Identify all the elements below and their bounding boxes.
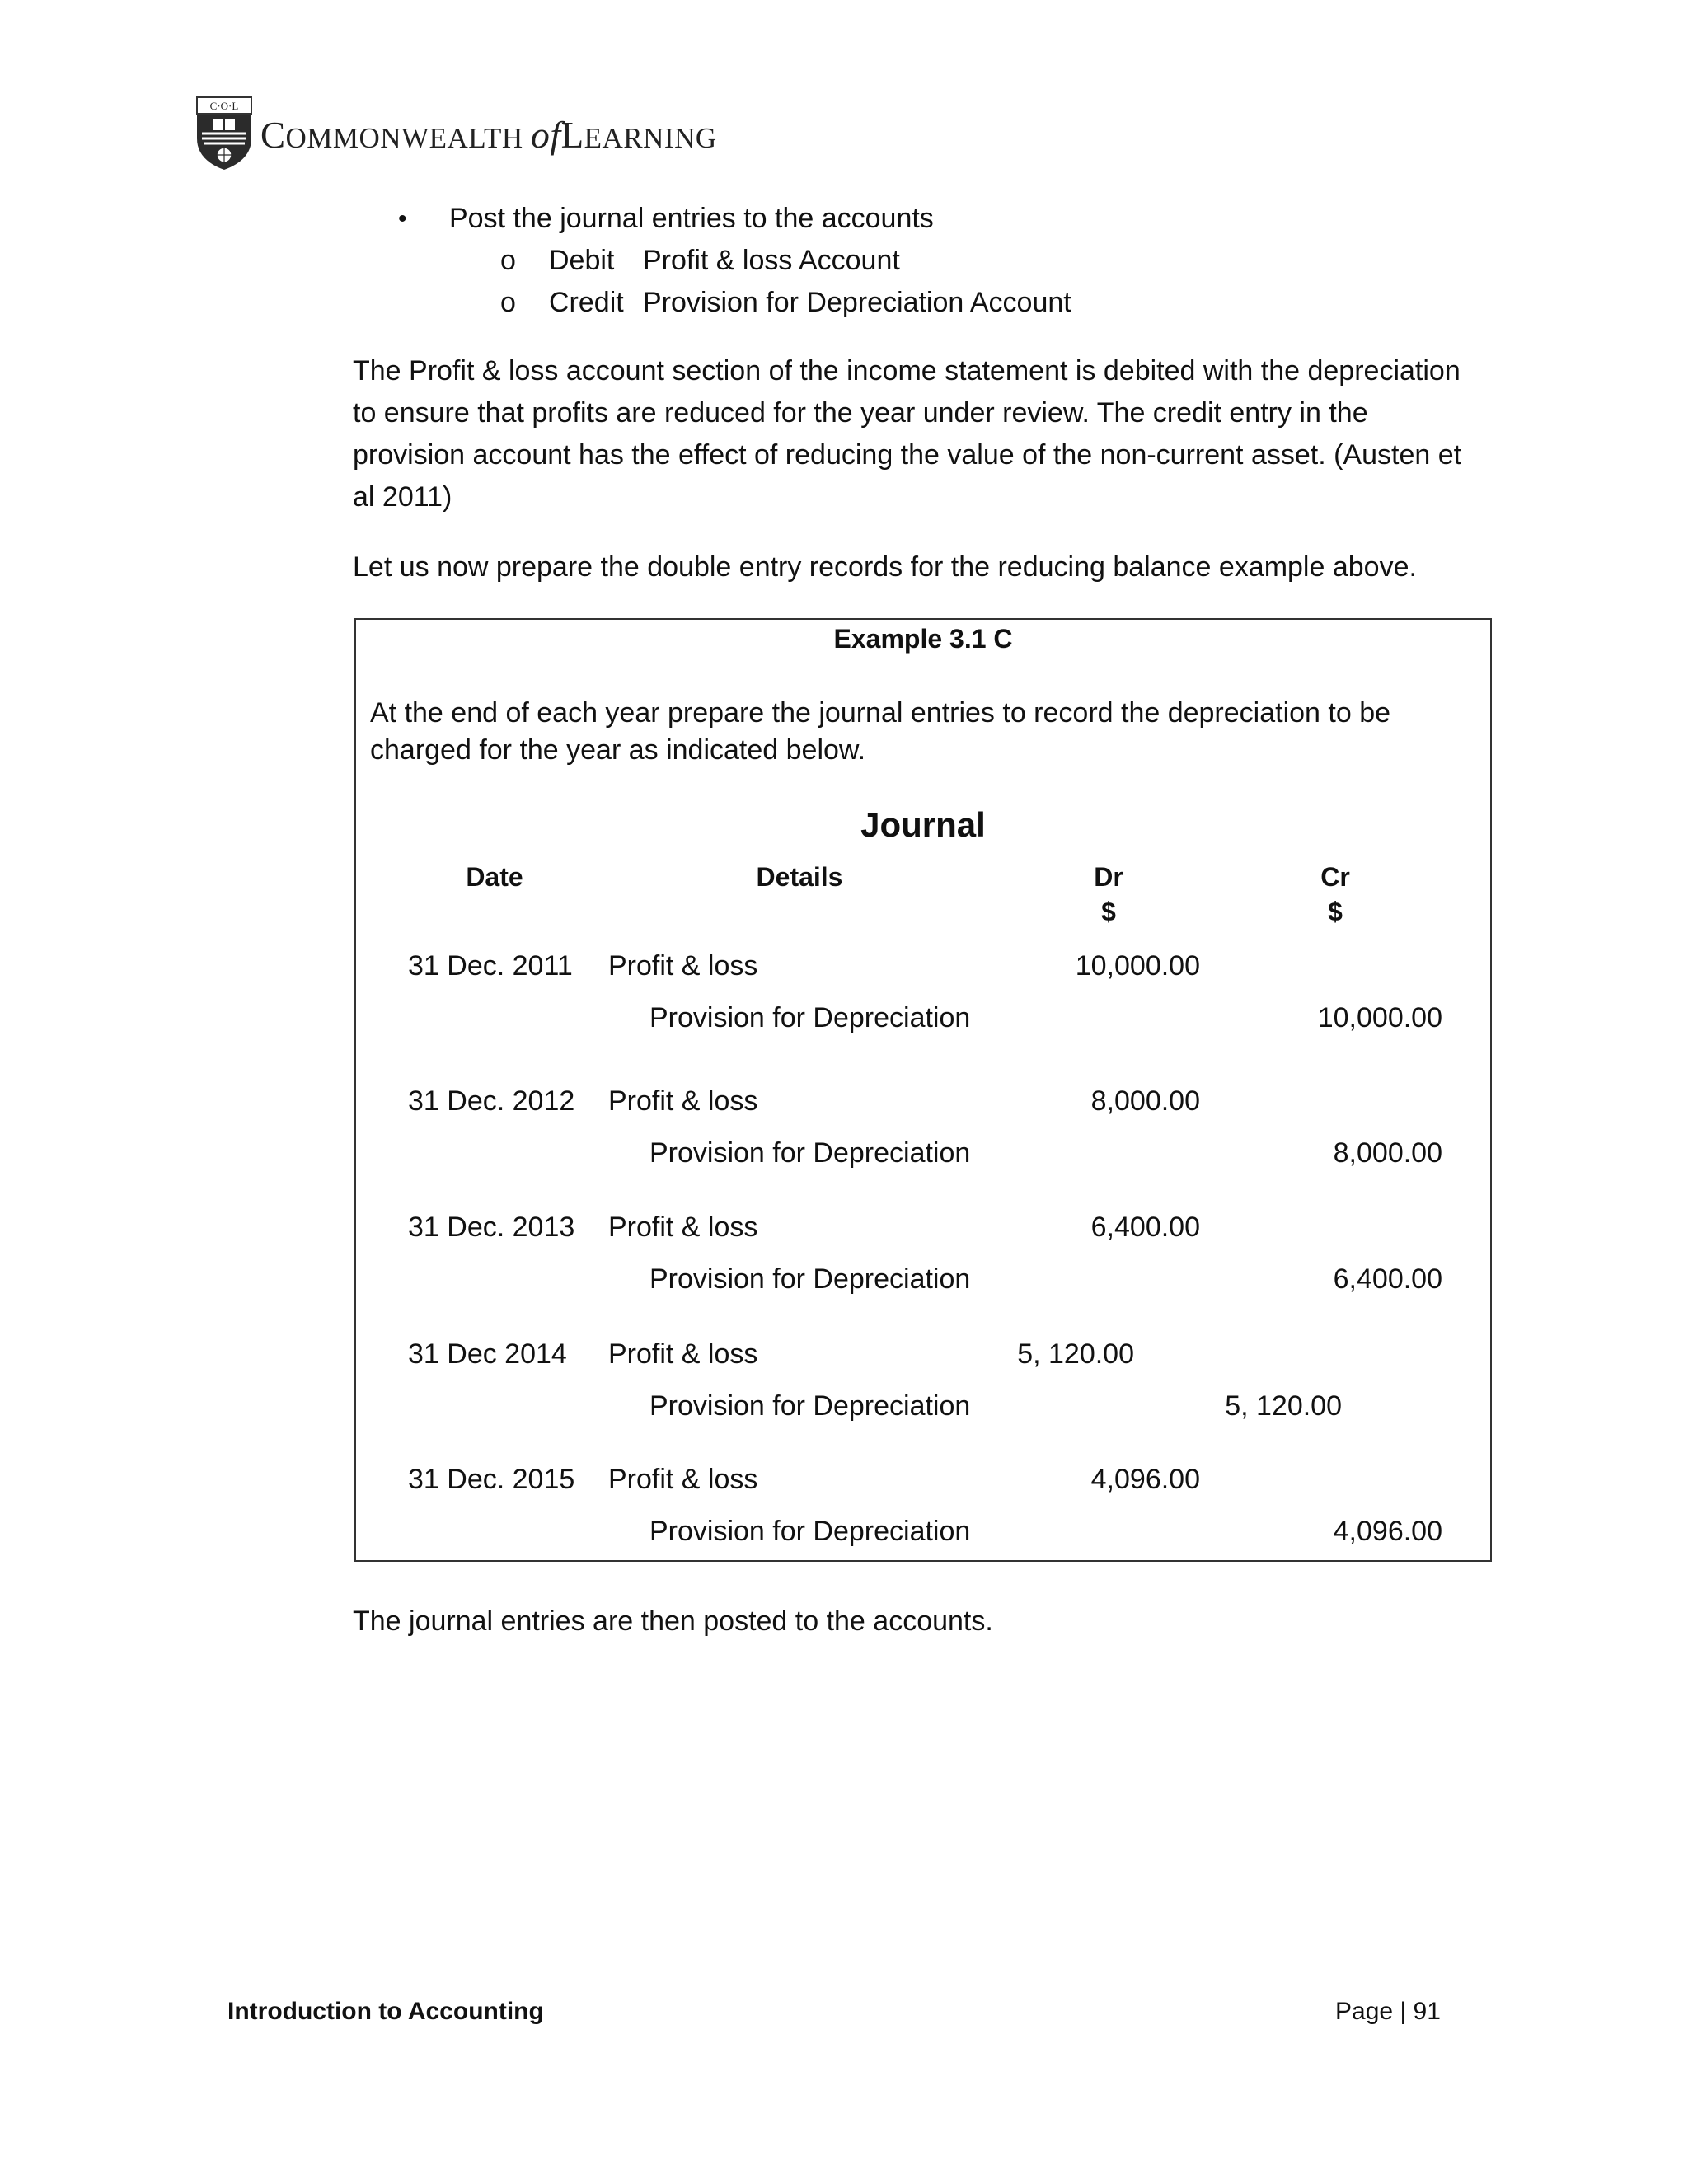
logo-word-learning: EARNING (584, 122, 717, 154)
logo-letter-l: L (560, 115, 584, 156)
journal-cr-amount: 10,000.00 (1317, 1002, 1442, 1033)
sub-bullet-symbol: o (500, 245, 516, 276)
sub-bullet-label-debit: Debit (549, 245, 615, 276)
example-title: Example 3.1 C (833, 624, 1013, 654)
sub-bullet-label-credit: Credit (549, 287, 624, 318)
paragraph-posting: The journal entries are then posted to the accounts. (353, 1605, 993, 1637)
paragraph-reducing-balance: Let us now prepare the double entry records for the reducing balance example above. (353, 551, 1417, 583)
logo-word-of: of (530, 114, 561, 156)
journal-debit-account: Profit & loss (608, 1338, 758, 1370)
journal-debit-account: Profit & loss (608, 950, 758, 982)
journal-credit-account: Provision for Depreciation (649, 1002, 971, 1033)
col-logo-wordmark (260, 113, 717, 157)
shield-icon (195, 96, 253, 171)
journal-cr-amount: 6,400.00 (1333, 1263, 1442, 1295)
journal-dr-amount: 5, 120.00 (1017, 1338, 1134, 1370)
logo-word-commonwealth: OMMONWEALTH (285, 122, 531, 154)
bullet-main-text: Post the journal entries to the accounts (449, 203, 934, 234)
logo-letter-c: C (260, 115, 286, 156)
journal-debit-account: Profit & loss (608, 1464, 758, 1495)
footer-course-title: Introduction to Accounting (227, 1998, 544, 2025)
journal-date: 31 Dec. 2015 (408, 1464, 575, 1495)
journal-credit-account: Provision for Depreciation (649, 1137, 971, 1169)
journal-dr-amount: 6,400.00 (1090, 1212, 1200, 1243)
sub-bullet-symbol: o (500, 287, 516, 318)
column-header-details: Details (756, 862, 843, 892)
sub-bullet-text-debit: Profit & loss Account (643, 245, 900, 276)
sub-bullet-text-credit: Provision for Depreciation Account (643, 287, 1071, 318)
journal-date: 31 Dec. 2012 (408, 1085, 575, 1117)
example-intro: At the end of each year prepare the journal entries to record the depreciation to be charged for the year as indicated below. (370, 697, 1391, 766)
journal-debit-account: Profit & loss (608, 1085, 758, 1117)
journal-dr-amount: 8,000.00 (1090, 1085, 1200, 1117)
column-unit-cr: $ (1328, 897, 1343, 926)
journal-credit-account: Provision for Depreciation (649, 1390, 971, 1422)
paragraph-profit-loss: The Profit & loss account section of the income statement is debited with the depreciation to ensure that profits are reduced for the year under review. The credit entry in the provision account has the effect of reducing the value of the non-current asset. (Austen et al 2011) (353, 355, 1462, 513)
column-header-dr: Dr (1094, 862, 1123, 892)
col-logo-shield (195, 96, 253, 171)
journal-dr-amount: 10,000.00 (1075, 950, 1200, 982)
bullet-symbol: • (398, 205, 407, 232)
journal-date: 31 Dec. 2011 (408, 950, 573, 982)
journal-cr-amount: 8,000.00 (1333, 1137, 1442, 1169)
journal-cr-amount: 5, 120.00 (1225, 1390, 1342, 1422)
journal-dr-amount: 4,096.00 (1090, 1464, 1200, 1495)
footer-page-number: Page | 91 (1335, 1998, 1441, 2025)
journal-credit-account: Provision for Depreciation (649, 1516, 971, 1547)
journal-date: 31 Dec. 2013 (408, 1212, 575, 1243)
journal-title: Journal (860, 805, 986, 844)
column-header-date: Date (466, 862, 523, 892)
journal-credit-account: Provision for Depreciation (649, 1263, 971, 1295)
journal-date: 31 Dec 2014 (408, 1338, 567, 1370)
journal-cr-amount: 4,096.00 (1333, 1516, 1442, 1547)
journal-debit-account: Profit & loss (608, 1212, 758, 1243)
column-header-cr: Cr (1320, 862, 1350, 892)
column-unit-dr: $ (1101, 897, 1116, 926)
logo-badge-text: C·O·L (209, 100, 239, 112)
